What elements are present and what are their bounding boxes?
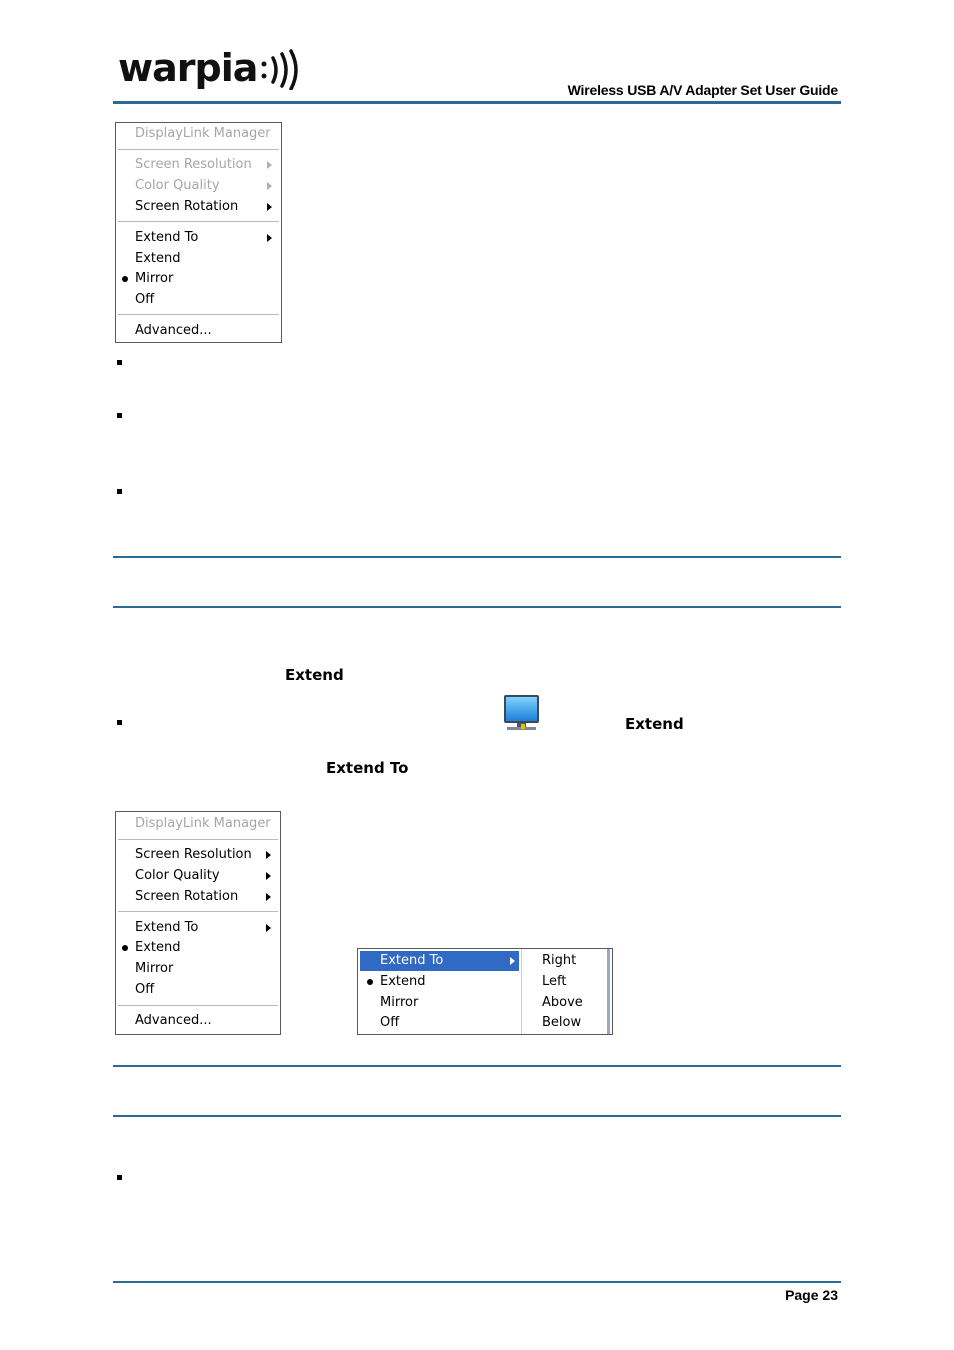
displaylink-tray-icon (503, 694, 540, 732)
menu-item-extend[interactable]: Extend (135, 251, 181, 266)
submenu-divider (521, 949, 522, 1034)
bold-extend-term: Extend (285, 666, 344, 684)
displaylink-menu-extend (115, 811, 281, 1035)
submenu-arrow-icon (267, 203, 272, 211)
menu-separator (118, 221, 279, 223)
menu-separator (118, 1005, 278, 1007)
menu-item-extend[interactable]: Extend (135, 940, 181, 955)
menu-title: DisplayLink Manager (135, 816, 271, 831)
wireless-signal-icon (262, 51, 297, 89)
list-bullet (117, 720, 122, 725)
submenu-arrow-icon (267, 182, 272, 190)
menu-item-mirror[interactable]: Mirror (135, 961, 174, 976)
menu-separator (118, 839, 278, 841)
menu-item-screen-rotation[interactable]: Screen Rotation (135, 199, 239, 214)
section-rule (113, 1065, 841, 1067)
extend-to-submenu-screenshot (357, 948, 613, 1035)
submenu-item-above[interactable]: Above (542, 995, 583, 1010)
list-bullet (117, 413, 122, 418)
menu-item-off[interactable]: Off (380, 1015, 400, 1030)
menu-item-mirror[interactable]: Mirror (135, 271, 174, 286)
list-bullet (117, 1175, 122, 1180)
submenu-arrow-icon (266, 851, 271, 859)
selected-bullet-icon (122, 945, 128, 951)
submenu-arrow-icon (266, 924, 271, 932)
section-rule (113, 606, 841, 608)
menu-item-extend-to[interactable]: Extend To (135, 230, 199, 245)
menu-separator (118, 911, 278, 913)
submenu-item-below[interactable]: Below (542, 1015, 582, 1030)
menu-item-color-quality[interactable]: Color Quality (135, 868, 220, 883)
submenu-arrow-icon (267, 234, 272, 242)
menu-item-screen-resolution[interactable]: Screen Resolution (135, 157, 252, 172)
section-rule (113, 1115, 841, 1117)
menu-item-advanced[interactable]: Advanced... (135, 323, 212, 338)
displaylink-menu-mirror (115, 122, 282, 343)
selected-bullet-icon (367, 979, 373, 985)
warpia-logo (118, 48, 303, 90)
submenu-arrow-icon (510, 957, 515, 965)
menu-separator (118, 149, 279, 151)
section-rule (113, 556, 841, 558)
menu-separator (118, 314, 279, 316)
document-title: Wireless USB A/V Adapter Set User Guide (567, 82, 838, 98)
menu-item-mirror[interactable]: Mirror (380, 995, 419, 1010)
bold-extend-to-term: Extend To (326, 759, 409, 777)
menu-item-advanced[interactable]: Advanced... (135, 1013, 212, 1028)
menu-item-off[interactable]: Off (135, 982, 155, 997)
logo-wordmark: warpia (118, 48, 258, 90)
list-bullet (117, 489, 122, 494)
menu-title: DisplayLink Manager (135, 126, 271, 141)
submenu-arrow-icon (266, 893, 271, 901)
menu-item-screen-rotation[interactable]: Screen Rotation (135, 889, 239, 904)
menu-item-color-quality[interactable]: Color Quality (135, 178, 220, 193)
submenu-item-left[interactable]: Left (542, 974, 567, 989)
menu-item-screen-resolution[interactable]: Screen Resolution (135, 847, 252, 862)
menu-item-extend[interactable]: Extend (380, 974, 426, 989)
submenu-edge (607, 949, 610, 1034)
menu-item-extend-to[interactable]: Extend To (380, 953, 444, 968)
submenu-arrow-icon (267, 161, 272, 169)
submenu-item-right[interactable]: Right (542, 953, 577, 968)
page-number: Page 23 (785, 1287, 838, 1303)
submenu-arrow-icon (266, 872, 271, 880)
selected-bullet-icon (122, 276, 128, 282)
list-bullet (117, 360, 122, 365)
bold-extend-term: Extend (625, 715, 684, 733)
menu-item-extend-to[interactable]: Extend To (135, 920, 199, 935)
header-rule (113, 101, 841, 104)
footer-rule (113, 1281, 841, 1283)
menu-item-off[interactable]: Off (135, 292, 155, 307)
